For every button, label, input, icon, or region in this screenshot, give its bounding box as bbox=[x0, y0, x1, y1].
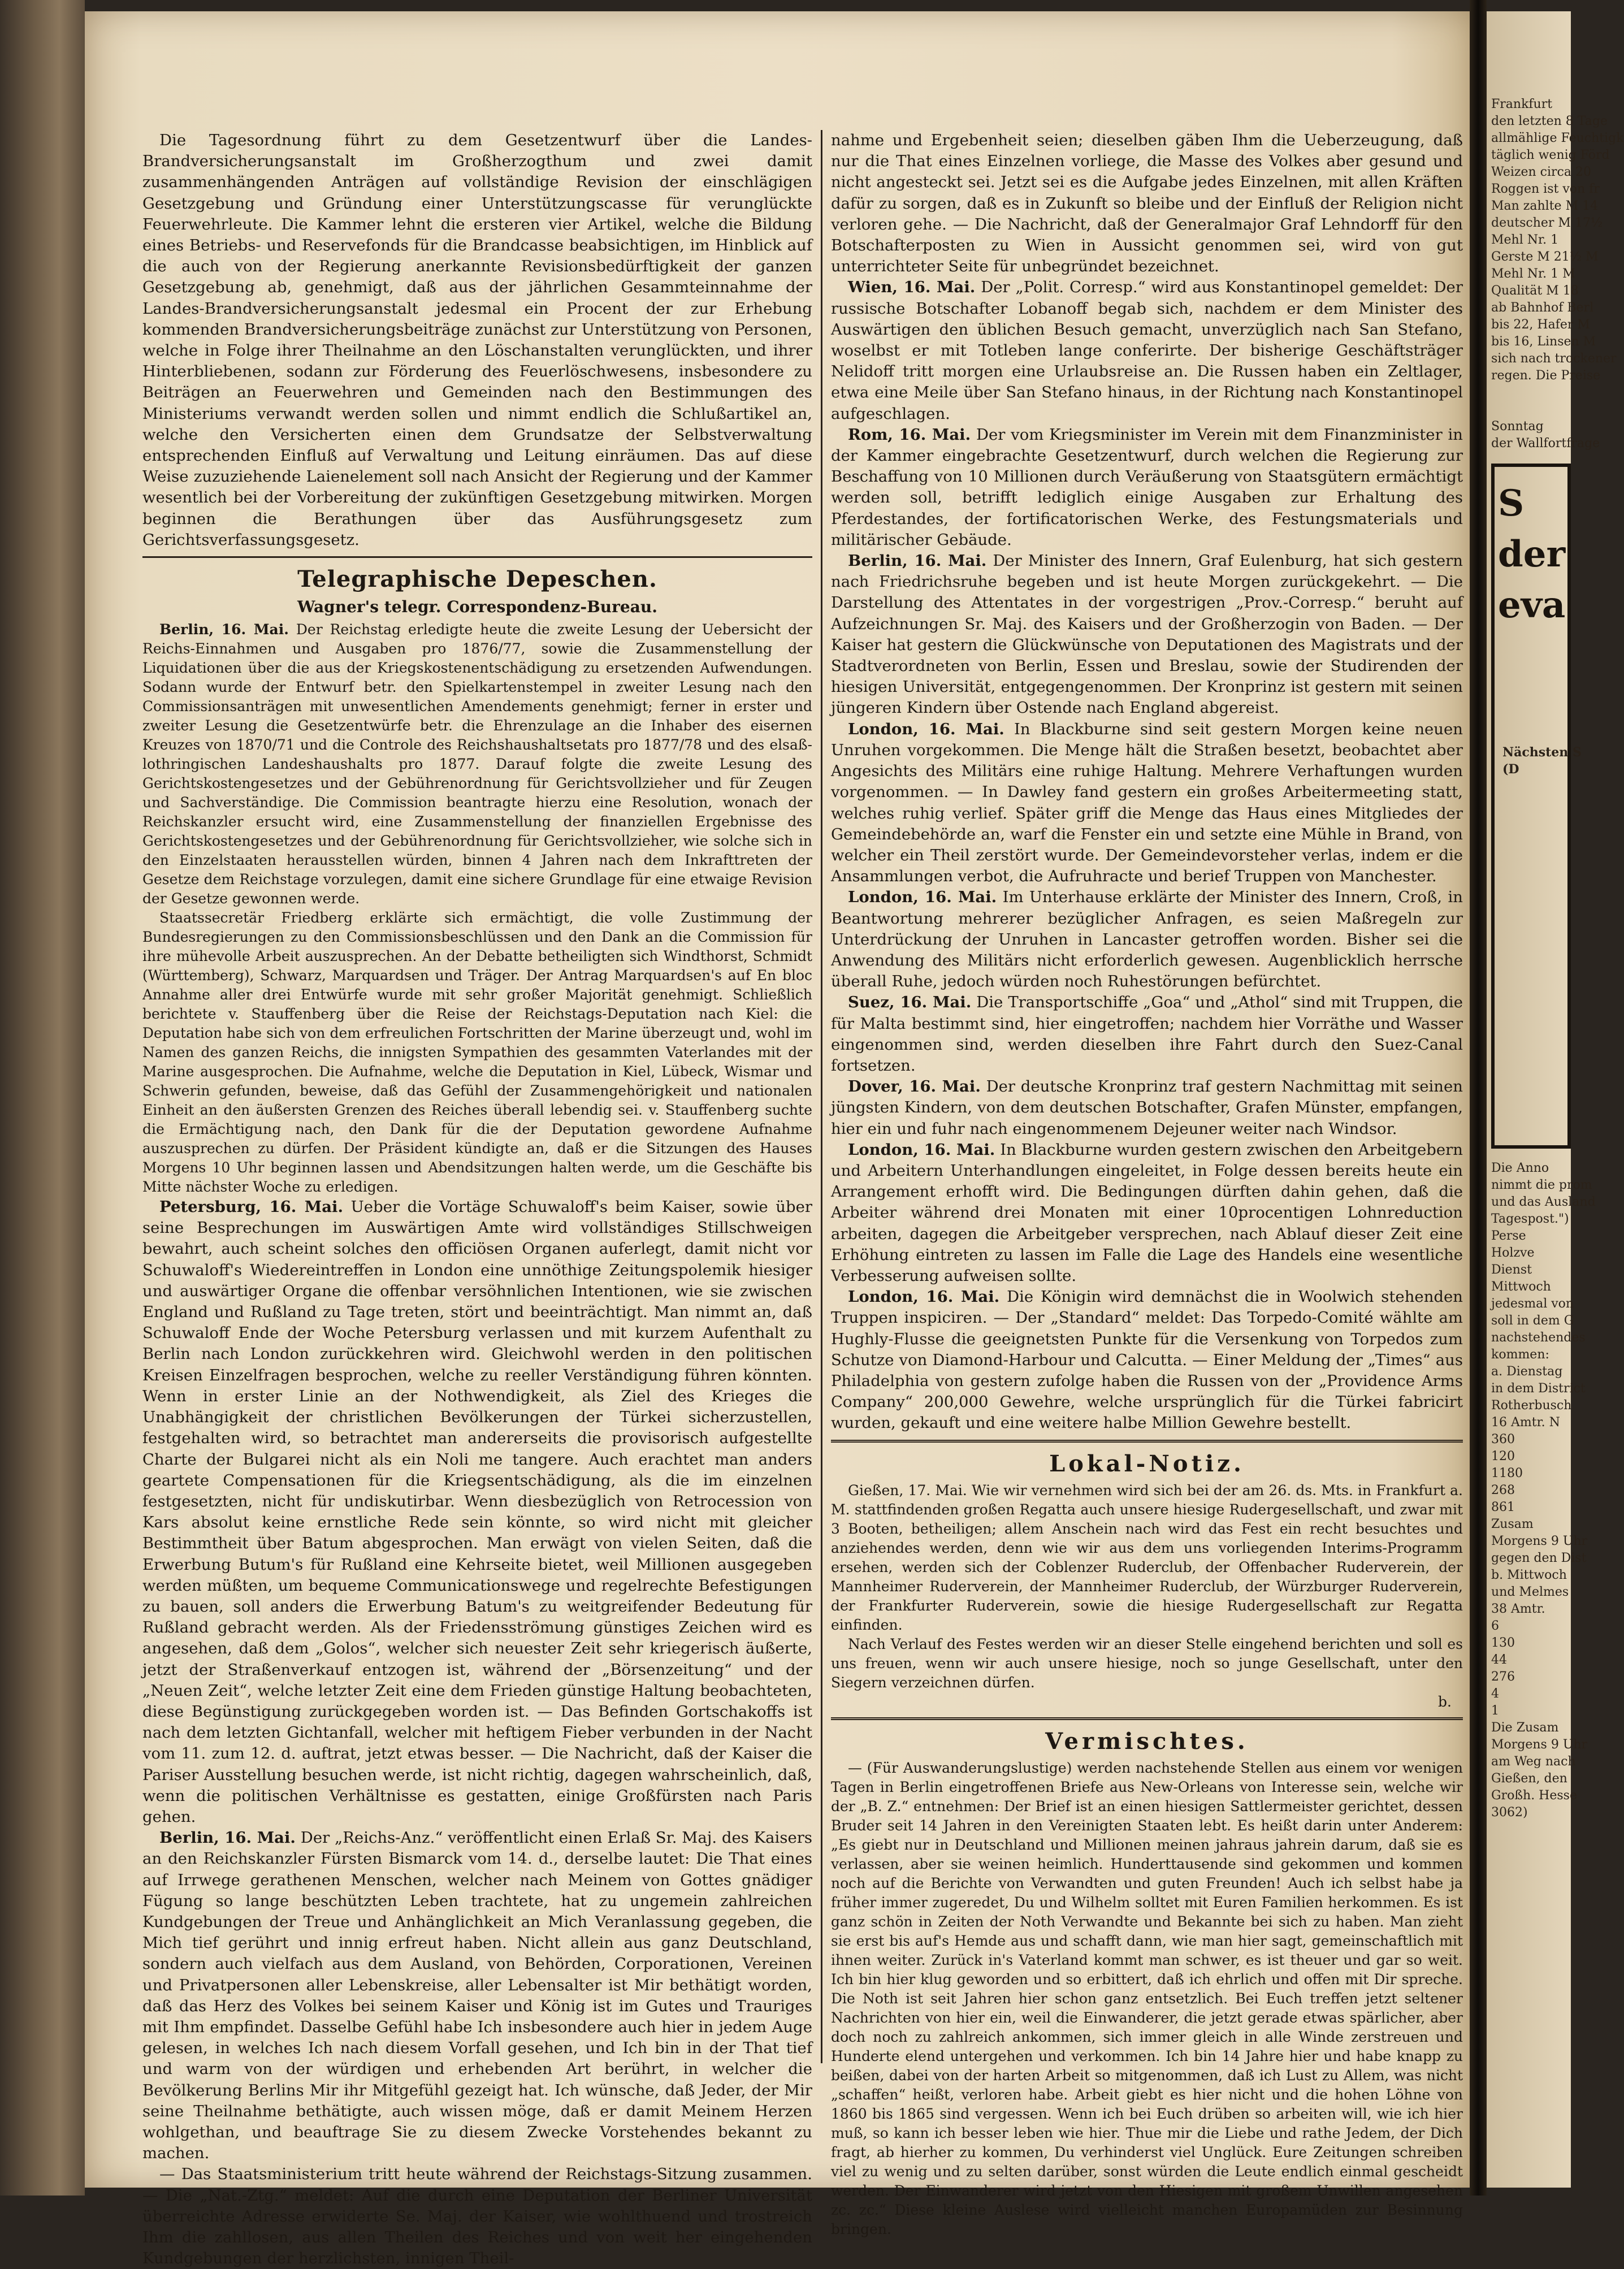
adjacent-page-line: regen. Die Preise bbox=[1491, 369, 1601, 383]
book-spine-edge bbox=[0, 0, 85, 2196]
adjacent-page-line: soll in dem G bbox=[1491, 1314, 1574, 1328]
dispatch-text: Der „Reichs-Anz.“ veröffentlicht einen Erlaß Sr. Maj. des Kaisers an den Reichskanzler Fürsten Bismarck vom 14. d., derselbe lautet: Die That eines auf Irrwege gerathenen Menschen, welcher nach Meinem von Gottes gnädiger Fügung so lange beschützten Leben trachtete, hat zu ungemein zahlreichen Kundgebungen der Treue und Anhänglichkeit an Mich Veranlassung gegeben, die Mich tief gerührt und innig erfreut haben. Nicht allein aus ganz Deutschland, sondern auch vielfach aus dem Ausland, von Behörden, Corporationen, Vereinen und Privatpersonen aller Lebenskreise, aller Lebensalter ist Mir bethätigt worden, daß das Herz des Volkes bei seinem Kaiser und König ist im Gutes und Trauriges mit Ihm empfindet. Dasselbe Gefühl habe Ich insbesondere auch hier in jedem Auge gelesen, in welches Ich nach diesem Vorfall gesehen, und Ich bin in der That tief und warm von der würdigen und erhebenden Art berührt, in welcher die Bevölkerung Berlins Mir ihr Mitgefühl gezeigt hat. Ich wünsche, daß Jeder, der Mir seine Theilnahme bethätigte, auch wissen möge, daß er damit Meinem Herzen wohlgethan, und beauftrage Sie zu diesem Zwecke Vorstehendes bekannt zu machen. bbox=[142, 1829, 812, 2163]
adjacent-page-line: Qualität M 18 bbox=[1491, 284, 1579, 298]
adjacent-page-line: sich nach trockener bbox=[1491, 352, 1617, 366]
adjacent-page-line: 268 bbox=[1491, 1483, 1515, 1497]
adjacent-page-fragment bbox=[1487, 11, 1624, 2188]
local-note: Gießen, 17. Mai. Wie wir vernehmen wird sich bei der am 26. ds. Mts. in Frankfurt a. M. stattfindenden großen Regatta auch unsere hiesige Rudergesellschaft, und zwar mit 3 Booten, betheiligen; allem Anschein nach wird das Fest ein recht besuchtes und anziehendes werden, denn wie wir aus dem uns vorliegenden Interims-Programm ersehen, werden sich der Coblenzer Ruderclub, der Offenbacher Ruderverein, der Mannheimer Ruderverein, der Mannheimer Ruderclub, der Würzburger Ruderverein, der Frankfurter Ruderverein, sowie die hiesige Rudergesellschaft zur Regatta einfinden. bbox=[831, 1482, 1463, 1633]
dispatch-london-4 bbox=[831, 1287, 1463, 1434]
adjacent-page-line: Die Zusam bbox=[1491, 1721, 1559, 1735]
adjacent-page-line: Sonntag bbox=[1491, 419, 1544, 434]
dispatch-text: Der deutsche Kronprinz traf gestern Nachmittag mit seinen jüngsten Kindern, von dem deutschen Botschafter, Grafen Münster, empfangen, hier ein und fuhr nach eingenommenem Dejeuner weiter nach Windsor. bbox=[831, 1077, 1463, 1138]
dispatch-berlin-3 bbox=[831, 551, 1463, 719]
adjacent-page-bottom-lines bbox=[1487, 1160, 1596, 1821]
dispatch-london-3 bbox=[831, 1140, 1463, 1287]
adjacent-box-lines bbox=[1498, 478, 1564, 631]
adjacent-page-line: Nächsten S bbox=[1502, 745, 1582, 760]
adjacent-page-line: Tagespost.") bbox=[1491, 1212, 1569, 1226]
adjacent-page-line: Mittwoch bbox=[1491, 1280, 1551, 1294]
dispatch-text: In Blackburne sind seit gestern Morgen keine neuen Unruhen vorgekommen. Die Menge hält die Straßen besetzt, beobachtet aber Angesichts des Militärs eine ruhige Haltung. Mehrere Verhaftungen wurden vorgenommen. — In Dawley fand gestern ein großes Arbeitermeeting statt, welches ruhig verlief. Später griff die Menge das Haus eines Mitgliedes der Gemeindebehörde an, warf die Fenster ein und setzte eine Mühle in Brand, von welcher ein Theil zerstört wurde. Der Gemeindevorsteher verlas, indem er die Ansammlungen verbot, die Aufruhracte und berief Truppen von Manchester. bbox=[831, 720, 1463, 886]
adjacent-page-line: den letzten 8 Tage bbox=[1491, 114, 1608, 128]
adjacent-page-line: in dem District bbox=[1491, 1382, 1586, 1396]
column-divider bbox=[821, 130, 822, 2063]
adjacent-page-line: Mehl Nr. 1 bbox=[1491, 233, 1559, 247]
adjacent-page-line: 120 bbox=[1491, 1449, 1515, 1463]
adjacent-page-line: allmählige Feuchtigk bbox=[1491, 131, 1624, 145]
adjacent-page-line: 44 bbox=[1491, 1653, 1507, 1667]
dispatch-text: Der vom Kriegsminister im Verein mit dem Finanzminister in der Kammer eingebrachte Gesetzentwurf, durch welchen die Regierung zur Beschaffung von 10 Millionen durch Veräußerung von Staatsgütern ermächtigt werden soll, betrifft lediglich einige Ausgaben zur Erhaltung des Pferdestandes, der fortificatorischen Werke, des Festungsmaterials und militärischer Gebäude. bbox=[831, 425, 1463, 549]
adjacent-page-line: 38 Amtr. bbox=[1491, 1602, 1545, 1616]
adjacent-page-line: 3062) bbox=[1491, 1805, 1528, 1820]
dispatch-dateline: London, 16. Mai. bbox=[848, 1288, 1000, 1306]
dispatch-dateline: Dover, 16. Mai. bbox=[848, 1077, 981, 1096]
adjacent-page-line: und das Ausland bbox=[1491, 1195, 1596, 1209]
adjacent-page-line: Morgens 9 Uhr bbox=[1491, 1534, 1588, 1548]
dispatch-dateline: Wien, 16. Mai. bbox=[848, 278, 976, 297]
adjacent-page-line: 360 bbox=[1491, 1432, 1515, 1447]
adjacent-page-line: (D bbox=[1502, 762, 1519, 777]
dispatch-text: Die Transportschiffe „Goa“ und „Athol“ sind mit Truppen, die für Malta bestimmt sind, hier eingetroffen; nachdem hier Vorräthe und Wasser eingenommen sind, werden dieselben ihre Fahrt durch den Suez-Canal fortsetzen. bbox=[831, 993, 1463, 1075]
adjacent-page-line: Holzve bbox=[1491, 1246, 1535, 1260]
adjacent-page-line: Zusam bbox=[1491, 1517, 1534, 1531]
adjacent-page-line: S bbox=[1498, 482, 1525, 525]
adjacent-page-line: der Wallfortfrage bbox=[1491, 436, 1600, 451]
adjacent-page-line: Dienst bbox=[1491, 1263, 1532, 1277]
dispatch-text: Der Reichstag erledigte heute die zweite Lesung der Uebersicht der Reichs-Einnahmen und Ausgaben pro 1876/77, sowie die Zusammenstellung der Liquidationen über die aus der Kriegskostenentschädigung zu ersetzenden Aufwendungen. Sodann wurde der Entwurf betr. den Spielkartenstempel in zweiter Lesung nach den Commissionsanträgen mit unwesentlichen Amendements genehmigt; ferner in erster und zweiter Lesung die Gesetzentwürfe betr. die Ehrenzulage an die Inhaber des eisernen Kreuzes von 1870/71 und die Controle des Reichshaushaltsetats pro 1877/78 und des elsaß-lothringischen Landeshaushalts pro 1877. Darauf folgte die zweite Lesung des Gerichtskostengesetzes und der Gebührenordnung für Gerichtsvollzieher und für Zeugen und Sachverständige. Die Commission beantragte hierzu eine Resolution, wonach der Reichskanzler ersucht wird, eine Zusammenstellung der finanziellen Ergebnisse des Gerichtskostengesetzes und der Gebührenordnung für Gerichtsvollzieher, wie solche sich in den Einzelstaaten herausstellen würden, binnen 4 Jahren nach dem Inkrafttreten der Gesetze dem Reichstage vorzulegen, damit eine sichere Grundlage für eine etwaige Revision der Gesetze gewonnen werde. bbox=[142, 621, 812, 907]
adjacent-page-line: 1 bbox=[1491, 1704, 1499, 1718]
adjacent-page-line: 130 bbox=[1491, 1636, 1515, 1650]
dispatch-berlin-2-cont: — Das Staatsministerium tritt heute während der Reichstags-Sitzung zusammen. — Die „Nat.-Ztg.“ meldet: Auf die durch eine Deputation der Berliner Universität überreichte Adresse erwiderte Se. Maj. der Kaiser, wie wohlthuend und trostreich Ihm die zahllosen, aus allen Theilen des Reiches und von weit her eingehenden Kundgebungen der herzlichsten, innigen Theil- bbox=[142, 2165, 812, 2268]
intro-paragraph: Die Tagesordnung führt zu dem Gesetzentwurf über die Landes-Brandversicherungsanstalt im Großherzogthum und zwei damit zusammenhängenden Anträgen auf vollständige Revision der einschlägigen Gesetzgebung und Gründung einer Unterstützungscasse für verunglückte Feuerwehrleute. Die Kammer lehnt die ersteren vier Artikel, welche die Bildung eines Betriebs- und Reservefonds für die Brandcasse beabsichtigen, im Hinblick auf die auch von der Regierung anerkannte Revisionsbedürftigkeit der ganzen Gesetzgebung ab, genehmigt, daß aus der jährlichen Gesammteinnahme der Landes-Brandversicherungsanstalt jedesmal ein Procent der zur Erhebung kommenden Brandversicherungsbeiträge zunächst zur Unterstützung von Personen, welche in Folge ihrer Theilnahme an den Löschanstalten verunglückten, und ihrer Hinterbliebenen, sodann zur Förderung des Feuerlöschwesens, insbesondere zu Beiträgen an Feuerwehren und Gemeinden nach den Bestimmungen des Ministeriums verwandt werden sollen und nimmt endlich die Schlußartikel an, welche den Versicherten einen dem Grundsatze der Selbstverwaltung entsprechenden Einfluß auf Verwaltung und Leitung einräumen. Das auf diese Weise zuzuziehende Laienelement soll nach Ansicht der Regierung und der Kammer wesentlich bei der Vorbereitung der zukünftigen Gesetzgebung mitwirken. Morgen beginnen die Berathungen über das Ausführungsgesetz zum Gerichtsverfassungsgesetz. bbox=[142, 131, 812, 549]
local-signoff: b. bbox=[1438, 1693, 1452, 1710]
dispatch-berlin-1-cont: Staatssecretär Friedberg erklärte sich ermächtigt, die volle Zustimmung der Bundesregierungen zu den Commissionsbeschlüssen und den Dank an die Commission für ihre mühevolle Arbeit auszusprechen. An der Debatte betheiligten sich Windthorst, Schmidt (Württemberg), Schwarz, Marquardsen und Träger. Der Antrag Marquardsen's auf En bloc Annahme aller drei Entwürfe wurde mit sehr großer Majorität genehmigt. Schließlich berichtete v. Stauffenberg über die Reise der Reichstags-Deputation nach Kiel: die Deputation habe sich von dem erfreulichen Fortschritten der Marine überzeugt und, wohl im Namen des ganzen Reichs, die innigsten Sympathien des gesammten Vaterlandes mit der Marine ausgesprochen. Die Aufnahme, welche die Deputation in Kiel, Lübeck, Wismar und Schwerin gefunden, beweise, daß das Gefühl der Zusammengehörigkeit und nationalen Einheit an den äußersten Grenzen des Reiches überall lebendig sei. v. Stauffenberg suchte die Ermächtigung nach, den Dank für die der Deputation gewordene Aufnahme auszusprechen zu dürfen. Der Präsident kündigte an, daß er die Sitzungen des Hauses Morgens 10 Uhr beginnen lassen und Abendsitzungen halten werde, um die Geschäfte bis Mitte nächster Woche zu erledigen. bbox=[142, 910, 812, 1196]
dispatch-dateline: Berlin, 16. Mai. bbox=[159, 621, 289, 638]
dispatch-berlin-1 bbox=[142, 620, 812, 908]
dispatch-text: Ueber die Vortäge Schuwaloff's beim Kaiser, sowie über seine Besprechungen im Auswärtigen Amte wird vollständiges Stillschweigen bewahrt, auch scheint solches den officiösen Organen auferlegt, damit nicht vor Schuwaloff's Wiedereintreffen in London eine unnöthige Zeitungspolemik hiesiger und auswärtiger Organe die offenbar versöhnlichen Intentionen, wie sie zwischen England und Rußland zu Tage treten, stört und beeinträchtigt. Man nimmt an, daß Schuwaloff Ende der Woche Petersburg verlassen und mit kurzem Aufenthalt zu Berlin nach London zurückkehren wird. Gleichwohl werden in den politischen Kreisen Einzelfragen besprochen, welche zu reeller Verständigung führen könnten. Wenn in erster Linie an der Nothwendigkeit, als Ziel des Krieges die Unabhängigkeit der christlichen Bevölkerungen der Türkei sicherzustellen, festgehalten wird, so betrachtet man andererseits die provisorisch aufgestellte Charte der Bulgarei nicht als ein Noli me tangere. Auch erachtet man anders geartete Compensationen für die Kriegsentschädigung, als die im einzelnen festgesetzten, nicht für undiskutirbar. Wenn diesbezüglich von Retrocession von Kars absolut keine ernstliche Rede sein könnte, so wird nicht mit gleicher Bestimmtheit über Batum abgesprochen. Man erwägt von vielen Seiten, daß die Erwerbung Butum's für Rußland eine Kehrseite bietet, weil Millionen ausgegeben werden müßten, um bequeme Communicationswege und regelrechte Befestigungen zu bauen, soll anders die Erwerbung Batum's zu weitgreifender Bedeutung für Rußland gebracht werden. Als der Friedensströmung günstiges Zeichen wird es angesehen, daß dem „Golos“, welcher sich neuester Zeit sehr kriegerisch äußerte, jetzt der Straßenverkauf entzogen ist, während der „Börsenzeitung“ und der „Neuen Zeit“, welche letzter Zeit eine dem Frieden günstige Haltung beobachteten, diese Begünstigung zurückgegeben worden ist. — Das Befinden Gortschakoffs ist nach dem letzten Gichtanfall, welcher mit heftigem Fieber verbunden in der Nacht vom 11. zum 12. d. auftrat, jetzt etwas besser. — Die Nachricht, daß der Kaiser die Pariser Ausstellung besuchen werde, ist nicht richtig, dagegen wahrscheinlich, daß, wenn die politischen Verhältnisse es gestatten, einige Großfürsten nach Paris gehen. bbox=[142, 1198, 813, 1826]
adjacent-page-boxed-ad bbox=[1491, 464, 1582, 1149]
misc-heading: Vermischtes. bbox=[1045, 1727, 1249, 1755]
adjacent-page-line: Frankfurt bbox=[1491, 97, 1553, 111]
adjacent-page-line: Perse bbox=[1491, 1229, 1526, 1243]
dispatch-dateline: Suez, 16. Mai. bbox=[848, 993, 972, 1012]
adjacent-page-line: 4 bbox=[1491, 1687, 1499, 1701]
continuation-paragraph: nahme und Ergebenheit seien; dieselben gäben Ihm die Ueberzeugung, daß nur die That eines Einzelnen vorliege, die Masse des Volkes aber gesund und nicht angesteckt sei. Jetzt sei es die Aufgabe jedes Einzelnen, mit allen Kräften dafür zu sorgen, daß es in Zukunft so bleibe und der Einfluß der Religion nicht verloren gehe. — Die Nachricht, daß der Generalmajor Graf Lehndorff für den Botschafterposten zu Wien in Aussicht genommen sei, wird von gut unterrichteter Seite für unbegründet bezeichnet. bbox=[831, 131, 1463, 276]
adjacent-page-line: 1180 bbox=[1491, 1466, 1523, 1480]
dispatch-text: In Blackburne wurden gestern zwischen den Arbeitgebern und Arbeitern Unterhandlungen eingeleitet, in Folge dessen bereits heute ein Arrangement erhofft wird. Die Bedingungen dürften dahin gehen, daß die Arbeiter während drei Monaten mit einer 10procentigen Lohnreduction arbeiten, dagegen die Arbeitgeber versprechen, nach Ablauf dieser Zeit eine Erhöhung eintreten zu lassen im Falle die Lage des Handels eine wesentliche Verbesserung aufweisen sollte. bbox=[831, 1140, 1463, 1285]
adjacent-page-line: 276 bbox=[1491, 1670, 1515, 1684]
dispatch-dateline: London, 16. Mai. bbox=[848, 720, 1004, 738]
adjacent-page-line: jedesmal von bbox=[1491, 1297, 1574, 1311]
adjacent-page-line: Mehl Nr. 1 M bbox=[1491, 267, 1575, 281]
adjacent-page-line: 16 Amtr. N bbox=[1491, 1415, 1560, 1430]
adjacent-page-line: am Weg nach bbox=[1491, 1755, 1576, 1769]
adjacent-page-line: und Melmes bbox=[1491, 1585, 1569, 1599]
dispatch-dateline: Berlin, 16. Mai. bbox=[159, 1829, 296, 1847]
adjacent-page-line: 6 bbox=[1491, 1619, 1499, 1633]
adjacent-page-line: kommen: bbox=[1491, 1348, 1549, 1362]
adjacent-page-line: Man zahlte M 14 bbox=[1491, 199, 1599, 213]
dispatch-suez bbox=[831, 992, 1463, 1076]
adjacent-page-line: täglich wenig Förd bbox=[1491, 148, 1610, 162]
left-column bbox=[142, 130, 812, 2269]
adjacent-page-mid-lines bbox=[1487, 418, 1600, 452]
adjacent-page-line: Gießen, den bbox=[1491, 1772, 1567, 1786]
book-gutter bbox=[1470, 0, 1487, 2196]
local-heading: Lokal-Notiz. bbox=[1049, 1450, 1245, 1477]
dispatch-text: Im Unterhause erklärte der Minister des Innern, Croß, in Beantwortung mehrerer bezüglicher Anfragen, es seien Maßregeln zur Unterdrückung der Unruhen in Lancaster getroffen worden. Bisher sei die Anwendung des Militärs nicht erforderlich gewesen. Augenblicklich herrsche überall Ruhe, jedoch würden noch Ruhestörungen befürchtet. bbox=[831, 888, 1463, 991]
dispatch-london-1 bbox=[831, 719, 1463, 887]
dispatch-dateline: Petersburg, 16. Mai. bbox=[159, 1198, 344, 1216]
dispatch-dateline: London, 16. Mai. bbox=[848, 1140, 995, 1159]
adjacent-page-line: der eva bbox=[1498, 533, 1566, 626]
adjacent-page-line: gegen den Dist bbox=[1491, 1551, 1587, 1565]
adjacent-page-line: bis 22, Hafer M bbox=[1491, 318, 1590, 332]
dispatch-berlin-2 bbox=[142, 1828, 812, 2164]
dispatch-petersburg bbox=[142, 1197, 812, 1828]
adjacent-page-line: nimmt die prom bbox=[1491, 1178, 1592, 1192]
dispatch-text: Der Minister des Innern, Graf Eulenburg, hat sich gestern nach Friedrichsruhe begeben und ist heute Morgen zurückgekehrt. — Die Darstellung des Attentates in der vorgestrigen „Prov.-Corresp.“ beruht auf Aufzeichnungen Sr. Maj. des Kaisers und der Großherzogin von Baden. — Der Kaiser hat gestern die Glückwünsche von Deputationen des Magistrats und der Stadtverordneten von Berlin, Essen und Breslau, sowie der Studirenden der hiesigen Universität, entgegengenommen. Der Kronprinz ist gestern mit seinen jüngeren Kindern über Ostende nach England abgereist. bbox=[831, 552, 1463, 717]
adjacent-page-line: deutscher M 17½ bbox=[1491, 216, 1603, 230]
dispatch-text: Der „Polit. Corresp.“ wird aus Konstantinopel gemeldet: Der russische Botschafter Lobanoff begab sich, nachdem er dem Minister des Auswärtigen den üblichen Besuch gemacht, unverzüglich nach San Stefano, woselbst er mit Totleben lange conferirte. Der bisherige Geschäftsträger Nelidoff tritt morgen eine Urlaubsreise an. Die Russen haben ein Zeltlager, etwa eine Meile über San Stefano hinaus, in der Richtung nach Konstantinopel aufgeschlagen. bbox=[831, 278, 1463, 423]
dispatch-dover bbox=[831, 1076, 1463, 1140]
adjacent-page-line: bis 16, Linsen M bbox=[1491, 335, 1596, 349]
adjacent-page-line: Morgens 9 Uhr bbox=[1491, 1738, 1588, 1752]
adjacent-page-line: Weizen circa 20 bbox=[1491, 165, 1591, 179]
local-note-cont: Nach Verlauf des Festes werden wir an dieser Stelle eingehend berichten und soll es uns freuen, wenn wir auch unsere hiesige, noch so junge Gesellschaft, unter den Siegern verzeichnen dürfen. bbox=[831, 1635, 1463, 1691]
dispatch-london-2 bbox=[831, 887, 1463, 992]
adjacent-page-line: a. Dienstag bbox=[1491, 1365, 1563, 1379]
adjacent-page-line: b. Mittwoch bbox=[1491, 1568, 1567, 1582]
dispatch-wien bbox=[831, 277, 1463, 424]
adjacent-page-top-lines bbox=[1487, 96, 1624, 384]
dispatch-dateline: Rom, 16. Mai. bbox=[848, 425, 971, 444]
section-heading: Telegraphische Depeschen. bbox=[297, 566, 657, 593]
adjacent-box-small-lines bbox=[1498, 744, 1582, 778]
section-rule bbox=[831, 1717, 1463, 1720]
dispatch-dateline: London, 16. Mai. bbox=[848, 888, 997, 907]
section-rule bbox=[142, 556, 812, 558]
misc-article: — (Für Auswanderungslustige) werden nachstehende Stellen aus einem vor wenigen Tagen in Berlin eingetroffenen Briefe aus New-Orleans von Interesse sein, welche wir der „B. Z.“ entnehmen: Der Brief ist an einen hiesigen Sattlermeister gerichtet, dessen Bruder seit 14 Jahren in den Vereinigten Staaten lebt. Es heißt darin unter Anderem: „Es giebt nur in Deutschland und Millionen meinen jahraus jahrein darum, daß sie es verlassen, aber sie weinen heimlich. Hunderttausende sind gekommen und kommen noch auf die Berichte von Verwandten und guten Freunden! Auch ich selbst habe ja früher immer zugeredet, Du und Wilhelm solltet mit Euren Familien herkommen. Es ist ganz schön in Zeiten der Noth Verwandte und Bekannte bei sich zu haben. Man zieht sie erst bis auf's Hemde aus und schafft dann, wie man hier sagt, gemeinschaftlich mit ihnen weiter. Zurück in's Vaterland kommt man schwer, es ist theuer und gar so weit. Ich bin hier klug geworden und so erbittert, daß ich ehrlich und offen mit Dir spreche. Die Noth ist seit Jahren hier schon ganz entsetzlich. Bei Euch treffen jetzt seltener Nachrichten von hier ein, weil die Einwanderer, die jetzt gerade etwas spärlicher, aber doch noch zu zahlreich ankommen, sich immer gleich in alle Winde zerstreuen und Hunderte elend untergehen und verkommen. Ich bin 14 Jahre hier und habe knapp zu beißen, dabei von der harten Arbeit so mitgenommen, daß ich Lust zu Allem, was nicht „schaffen“ heißt, verloren habe. Arbeit giebt es hier nicht und die hohen Löhne von 1860 bis 1865 sind vergessen. Wenn ich bei Euch drüben so arbeiten will, wie ich hier muß, so kann ich besser leben wie hier. Thue mir die Liebe und rathe Jedem, der Dich fragt, ab hierher zu kommen, Du verhinderst viel Unglück. Eure Zeitungen schreiben viel zu wenig und zu selten darüber, sonst würden die Leute endlich einmal gescheidt werden. Der Einwanderer wird jetzt von den Hiesigen mit großem Unwillen angesehen zc. zc.“ Diese kleine Auslese wird vielleicht manchen Europamüden zur Besinnung bringen. bbox=[831, 1759, 1463, 2237]
adjacent-page-line: Großh. Hesse bbox=[1491, 1789, 1577, 1803]
adjacent-page-line: Die Anno bbox=[1491, 1161, 1549, 1175]
adjacent-page-line: 861 bbox=[1491, 1500, 1515, 1514]
adjacent-page-line: ab Bahnhof Berl bbox=[1491, 301, 1594, 315]
section-rule bbox=[831, 1440, 1463, 1443]
section-subheading: Wagner's telegr. Correspondenz-Bureau. bbox=[297, 597, 657, 617]
adjacent-page-line: nachstehendes bbox=[1491, 1331, 1586, 1345]
dispatch-dateline: Berlin, 16. Mai. bbox=[848, 552, 987, 570]
dispatch-rom bbox=[831, 425, 1463, 551]
right-column bbox=[831, 130, 1463, 2239]
adjacent-page-line: Rotherbusch bbox=[1491, 1398, 1572, 1413]
adjacent-page-line: Gerste M 21½ M bbox=[1491, 250, 1599, 264]
dispatch-text: Die Königin wird demnächst die in Woolwich stehenden Truppen inspiciren. — Der „Standard“ meldet: Das Torpedo-Comité wählte am Hughly-Flusse die geeignetsten Punkte für die Versenkung von Torpedos zum Schutze von Diamond-Harbour und Calcutta. — Einer Meldung der „Times“ aus Philadelphia von gestern zufolge haben die Russen von der „Providence Arms Company“ 200,000 Gewehre, welche ursprünglich für die Türkei fabricirt wurden, gekauft und eine weitere halbe Million Gewehre bestellt. bbox=[831, 1288, 1463, 1432]
adjacent-page-line: Roggen ist von fr bbox=[1491, 182, 1600, 196]
